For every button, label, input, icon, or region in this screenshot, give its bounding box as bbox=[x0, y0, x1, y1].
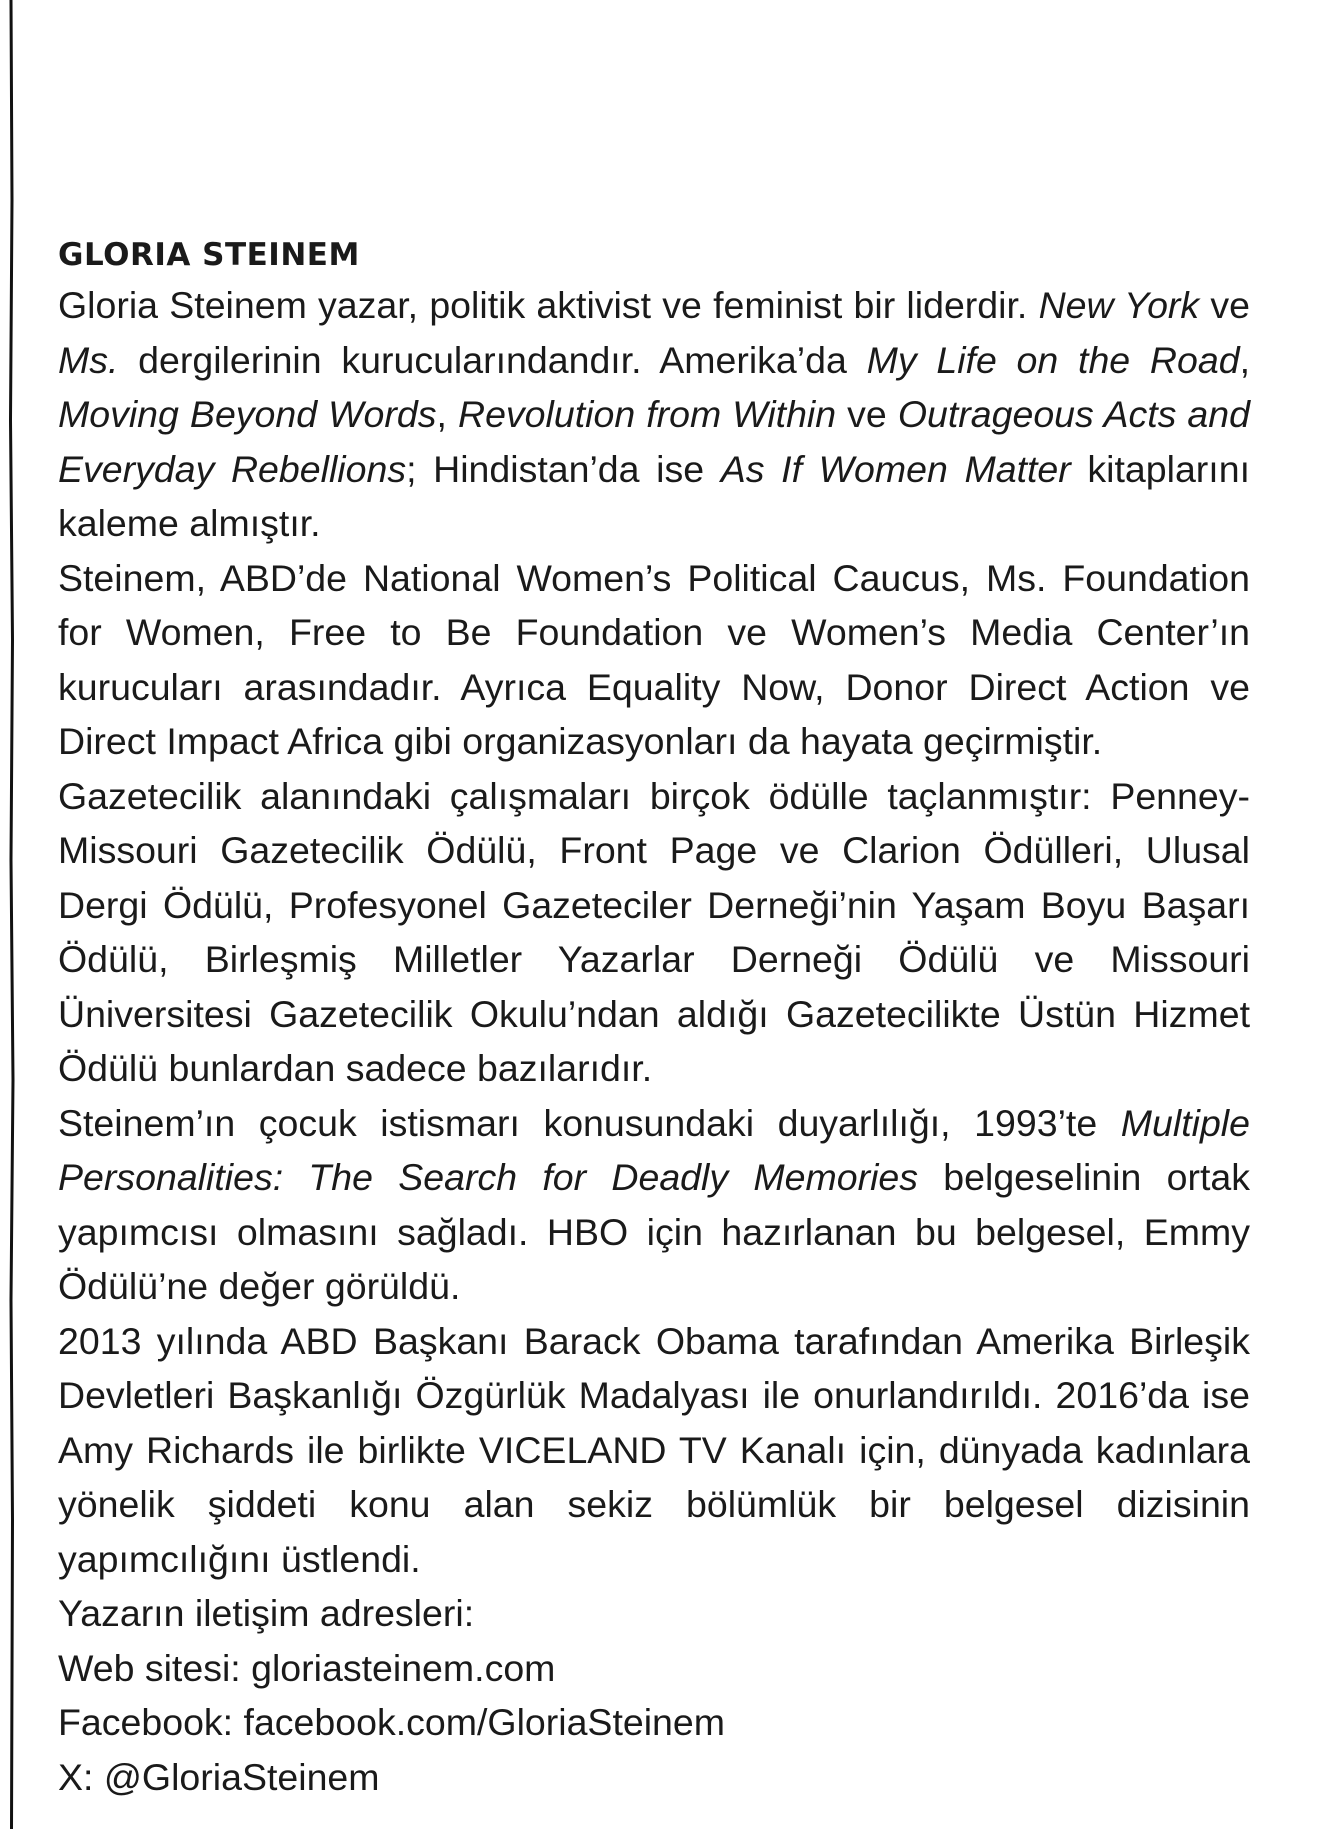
magazine-title: New York bbox=[1038, 284, 1200, 326]
author-bio-section bbox=[58, 232, 1250, 1804]
magazine-title: Ms. bbox=[58, 338, 119, 381]
left-border-line bbox=[8, 0, 16, 1829]
text-run: belgeselinin ortak yapımcısı olmasını sağladı. HBO için hazırlanan bu belgesel, Emmy Ödülü’ne değer görüldü. bbox=[58, 1156, 1250, 1307]
text-run: , bbox=[436, 393, 458, 435]
bio-paragraph-awards: Gazetecilik alanındaki çalışmaları birçok ödülle taçlanmıştır: Penney-Missouri Gazetecilik Ödülü, Front Page ve Clarion Ödülleri, Ulusal Dergi Ödülü, Profesyonel Gazeteciler Derneği’nin Yaşam Boyu Başarı Ödülü, Birleşmiş Milletler Yazarlar Derneği Ödülü ve Missouri Üniversitesi Gazetecilik Okulu’ndan aldığı Gazetecilikte Üstün Hizmet Ödülü bunlardan sadece bazılarıdır. bbox=[58, 774, 1250, 1089]
contact-x: X: @GloriaSteinem bbox=[58, 1755, 380, 1798]
contact-heading: Yazarın iletişim adresleri: bbox=[58, 1592, 475, 1634]
book-title: My Life on the Road bbox=[866, 338, 1240, 381]
author-name-heading: GLORIA STEINEM bbox=[58, 237, 360, 273]
text-run: ve bbox=[836, 393, 898, 435]
book-title: Revolution from Within bbox=[457, 393, 837, 435]
text-run: ve bbox=[1199, 284, 1251, 326]
text-run: kitaplarını kaleme almıştır. bbox=[58, 447, 1250, 544]
contact-website: Web sitesi: gloriasteinem.com bbox=[58, 1646, 556, 1689]
book-title: Moving Beyond Words bbox=[58, 393, 437, 435]
text-run: Steinem’ın çocuk istismarı konusundaki duyarlılığı, 1993’te bbox=[58, 1101, 1121, 1144]
documentary-title: Multiple Personalities: The Search for Deadly Memories bbox=[58, 1101, 1250, 1198]
text-run: , bbox=[1239, 338, 1250, 381]
book-title: As If Women Matter bbox=[720, 447, 1071, 490]
text-run: ; Hindistan’da ise bbox=[406, 447, 721, 490]
bio-paragraph-documentary bbox=[58, 1096, 1250, 1314]
text-run: Gloria Steinem yazar, politik aktivist ve feminist bir liderdir. bbox=[58, 284, 1039, 326]
bio-paragraph-organizations: Steinem, ABD’de National Women’s Political Caucus, Ms. Foundation for Women, Free to Be Foundation ve Women’s Media Center’ın kurucuları arasındadır. Ayrıca Equality Now, Donor Direct Action ve Direct Impact Africa gibi organizasyonları da hayata geçirmiştir. bbox=[58, 556, 1250, 762]
bio-paragraph-books bbox=[58, 278, 1250, 551]
text-run: dergilerinin kurucularındandır. Amerika’da bbox=[118, 338, 867, 381]
contact-facebook: Facebook: facebook.com/GloriaSteinem bbox=[58, 1701, 725, 1743]
bio-paragraph-medal: 2013 yılında ABD Başkanı Barack Obama tarafından Amerika Birleşik Devletleri Başkanlığı Özgürlük Madalyası ile onurlandırıldı. 2016’da ise Amy Richards ile birlikte VICELAND TV Kanalı için, dünyada kadınlara yönelik şiddeti konu alan sekiz bölümlük bir belgesel dizisinin yapımcılığını üstlendi. bbox=[58, 1319, 1250, 1580]
book-title: Outrageous Acts and Everyday Rebellions bbox=[58, 393, 1250, 490]
